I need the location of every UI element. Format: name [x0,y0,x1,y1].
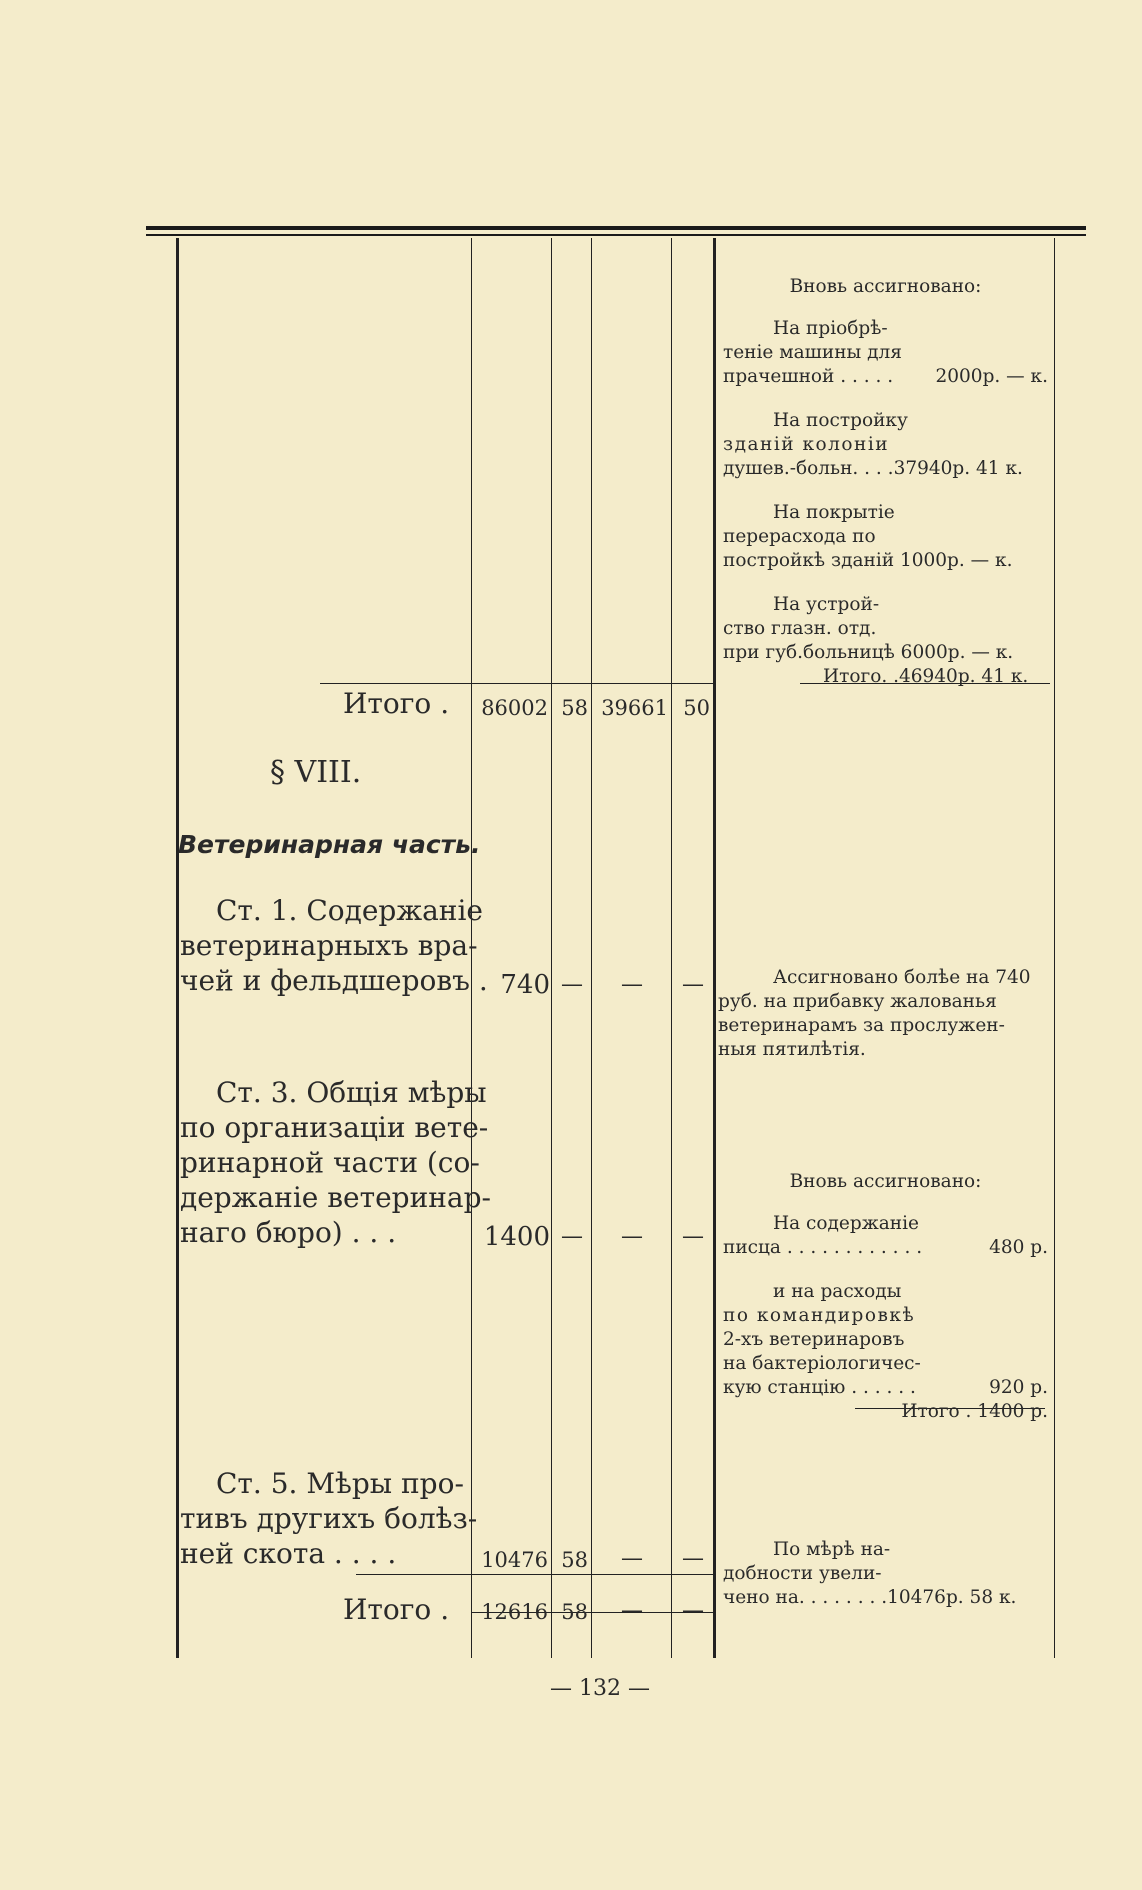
item-kopecks: — [561,972,583,997]
item-line: тивъ другихъ болѣз- [180,1502,478,1535]
item-kopecks: — [561,1224,583,1249]
note-value: 2000р. — к. [935,366,1048,387]
note-header: Вновь ассигновано: [789,1171,982,1192]
note-line: На покрытіе [773,502,895,523]
note-line: На содержаніе [773,1213,919,1234]
note-line: 2-хъ ветеринаровъ [723,1329,905,1350]
item-rule [356,1574,713,1575]
subtotal-rubles: 86002 [481,696,548,720]
item-line: Ст. 3. Общія мѣры [216,1076,487,1109]
item-prev: — [621,1546,643,1571]
note-line: добности увели- [723,1563,882,1584]
note-block [723,1170,1048,1424]
note-line: По мѣрѣ на- [773,1539,891,1560]
item-amount: 10476 [481,1548,548,1572]
total-rubles: 12616 [481,1600,548,1624]
note-line: На постройку [773,410,908,431]
note-line: ство глазн. отд. [723,618,877,639]
note-block [718,966,1048,1062]
item-line: по организаціи вете- [180,1111,489,1144]
note-line: На пріобрѣ- [773,318,888,339]
section-title: Ветеринарная часть. [178,830,481,859]
note-line: руб. на прибавку жалованья [718,991,997,1012]
item-line: Ст. 1. Содержаніе [216,894,483,927]
subtotal-kopecks: 58 [561,696,588,720]
note-line: при губ.больницѣ 6000р. — к. [723,642,1014,663]
note-line: и на расходы [773,1281,902,1302]
item-prev: — [621,972,643,997]
page-number: — 132 — [550,1676,650,1701]
top-rule-thin [146,234,1086,236]
note-line: перерасхода по [723,526,876,547]
item-line: ветеринарныхъ вра- [180,929,478,962]
item-amount: 1400 [483,1222,550,1252]
subtotal-rule [320,683,713,684]
note-value: 480 р. [989,1237,1048,1258]
item-line: держаніе ветеринар- [180,1181,491,1214]
note-value: 920 р. [989,1377,1048,1398]
note-line: по командировкѣ [723,1305,916,1326]
note-line: душев.-больн. . . .37940р. 41 к. [723,458,1023,479]
note-block [723,275,1048,689]
item-prev-kopecks: — [682,1546,704,1571]
item-line: ней скота . . . . [180,1537,397,1570]
note-total: Итого. .46940р. 41 к. [823,666,1029,687]
note-line: чено на. . . . . . . .10476р. 58 к. [723,1587,1017,1608]
item-line: наго бюро) . . . [180,1216,397,1249]
subtotal-prev-kopecks: 50 [683,696,710,720]
column-line [1054,238,1055,1658]
subtotal-label: Итого . [343,687,450,720]
total-prev: — [621,1598,643,1623]
note-line: Ассигновано болѣе на 740 [773,967,1031,988]
item-prev: — [621,1224,643,1249]
note-line: зданій колоніи [723,434,890,455]
column-line [176,238,179,1658]
note-line: кую станцію . . . . . . [723,1377,916,1398]
item-amount: 740 [500,970,550,1000]
item-description [180,1075,491,1250]
total-label: Итого . [343,1593,450,1626]
column-line [713,238,716,1658]
item-kopecks: 58 [561,1548,588,1572]
item-prev-kopecks: — [682,1224,704,1249]
total-kopecks: 58 [561,1600,588,1624]
item-line: Ст. 5. Мѣры про- [216,1467,464,1500]
item-prev-kopecks: — [682,972,704,997]
note-line: на бактеріологичес- [723,1353,921,1374]
section-paragraph: § VIII. [270,755,362,790]
note-line: прачешной . . . . . [723,366,894,387]
top-rule [146,226,1086,230]
column-line [671,238,672,1658]
note-line: На устрой- [773,594,880,615]
item-description [180,1466,477,1571]
item-line: ринарной части (со- [180,1146,480,1179]
column-line [591,238,592,1658]
note-line: постройкѣ зданій 1000р. — к. [723,550,1013,571]
item-description [180,893,488,998]
total-prev-kopecks: — [682,1598,704,1623]
note-total: Итого . 1400 р. [901,1401,1048,1422]
note-line: ветеринарамъ за прослужен- [718,1015,1005,1036]
note-block [723,1538,1048,1610]
note-line: писца . . . . . . . . . . . . [723,1237,923,1258]
note-line: теніе машины для [723,342,902,363]
note-header: Вновь ассигновано: [789,276,982,297]
item-line: чей и фельдшеровъ . [180,964,488,997]
note-line: ныя пятилѣтія. [718,1039,866,1060]
column-line [551,238,552,1658]
subtotal-prev-rubles: 39661 [601,696,668,720]
